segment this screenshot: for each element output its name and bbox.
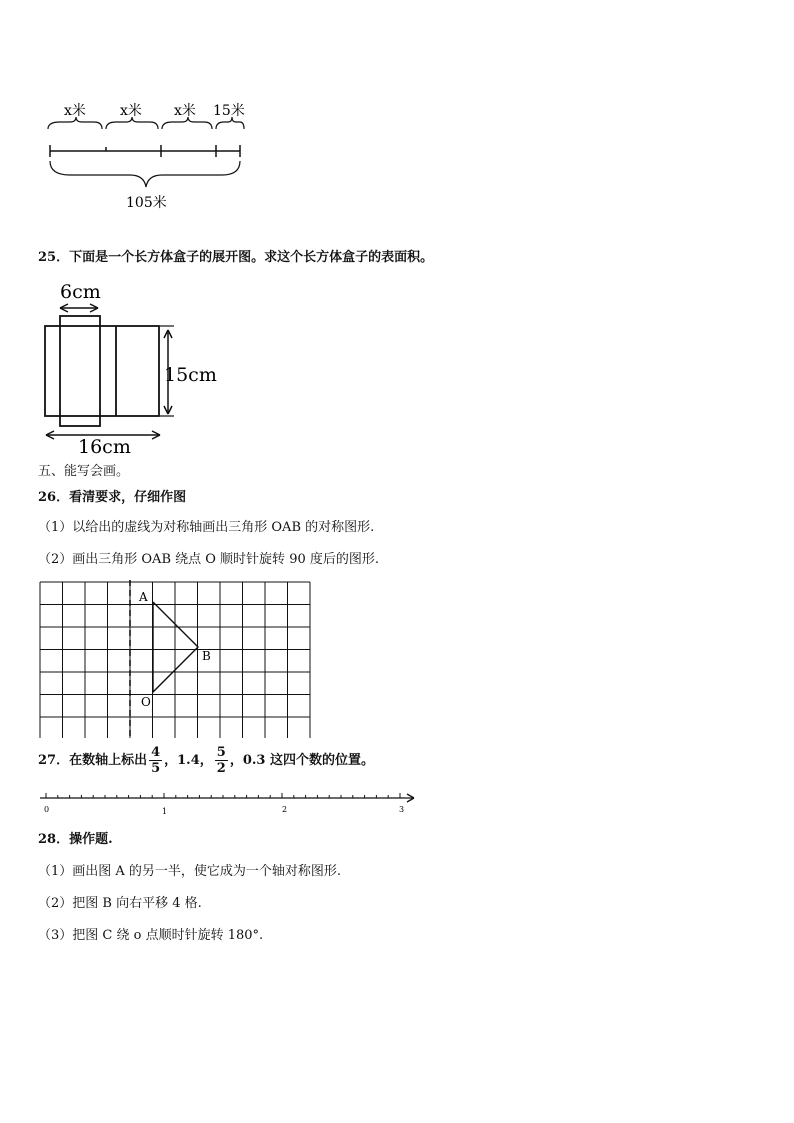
section5-title: 五、能写会画。	[38, 464, 130, 479]
q25-text: 25．下面是一个长方体盒子的展开图。求这个长方体盒子的表面积。	[38, 250, 434, 265]
q28-title: 28．操作题.	[38, 832, 113, 847]
dim-height-label: 15cm	[164, 364, 217, 386]
fraction-four-fifths: $\frac{4}{5}$	[151, 745, 161, 776]
fraction-five-halves: $\frac{5}{2}$	[216, 745, 226, 776]
brace-2	[106, 117, 158, 129]
q27-suffix: ，0.3 这四个数的位置。	[229, 753, 374, 768]
axis-label-1: 1	[162, 807, 168, 816]
q26-sub1: （1）以给出的虚线为对称轴画出三角形 OAB 的对称图形.	[38, 520, 375, 535]
net-top-face	[60, 316, 100, 426]
segment-label-1: x米	[64, 103, 86, 119]
point-a-label: A	[139, 590, 148, 604]
segment-label-3: x米	[174, 103, 196, 119]
axis-label-0: 0	[44, 805, 50, 814]
box-net-diagram	[38, 278, 228, 456]
segment-diagram	[40, 95, 260, 215]
dim-length-label: 16cm	[78, 436, 131, 456]
q28-sub3: （3）把图 C 绕 o 点顺时针旋转 180°.	[38, 928, 264, 943]
q27-text	[38, 744, 374, 778]
q27-prefix: 27．在数轴上标出	[38, 753, 148, 768]
axis-label-3: 3	[399, 805, 405, 814]
q26-grid	[38, 580, 314, 738]
q27-mid: ，1.4，	[164, 753, 213, 768]
axis-label-2: 2	[282, 805, 288, 814]
dim-width-label: 6cm	[60, 281, 101, 303]
segment-label-2: x米	[120, 103, 142, 119]
q28-sub1: （1）画出图 A 的另一半，使它成为一个轴对称图形.	[38, 864, 342, 879]
brace-total	[50, 161, 240, 187]
q26-title: 26．看清要求，仔细作图	[38, 490, 187, 505]
q28-sub2: （2）把图 B 向右平移 4 格.	[38, 896, 202, 911]
segment-label-4: 15米	[213, 103, 245, 119]
net-outline	[45, 326, 159, 416]
q26-sub2: （2）画出三角形 OAB 绕点 O 顺时针旋转 90 度后的图形.	[38, 552, 379, 567]
number-line	[38, 788, 422, 820]
segment-total-label: 105米	[126, 195, 167, 211]
point-b-label: B	[202, 649, 211, 663]
point-o-label: O	[141, 695, 151, 709]
